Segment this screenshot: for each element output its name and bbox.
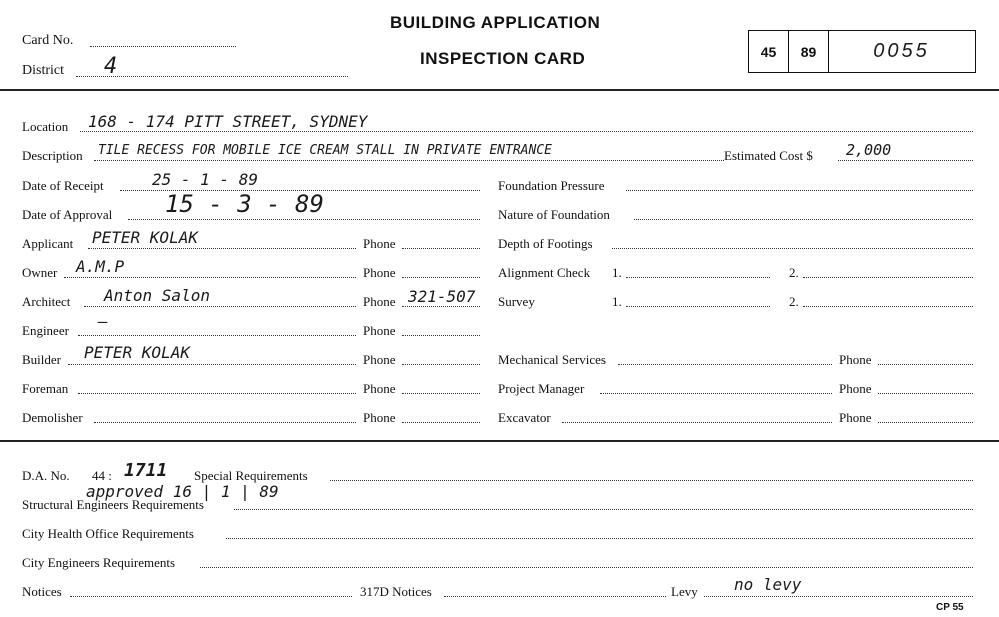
applicant-value: PETER KOLAK — [92, 228, 198, 247]
excavator-phone-line — [878, 422, 973, 423]
card-no-label: Card No. — [22, 33, 74, 48]
description-line — [94, 160, 724, 161]
architect-phone-label: Phone — [363, 294, 396, 309]
district-label: District — [22, 63, 64, 78]
project-manager-phone-line — [878, 393, 973, 394]
approved-note: approved 16 | 1 | 89 — [86, 482, 279, 501]
da-no-value: 1711 — [124, 460, 168, 481]
applicant-label: Applicant — [22, 236, 74, 251]
foundation-pressure-line — [626, 190, 973, 191]
date-approval-value: 15 - 3 - 89 — [165, 190, 324, 218]
levy-label: Levy — [671, 584, 698, 599]
date-receipt-label: Date of Receipt — [22, 178, 104, 193]
alignment-check-num-1: 1. — [612, 265, 622, 280]
structural-engineers-label: Structural Engineers Requirements — [22, 497, 204, 512]
date-receipt-value: 25 - 1 - 89 — [152, 170, 258, 189]
survey-num-2: 2. — [789, 294, 799, 309]
mechanical-services-phone-line — [878, 364, 973, 365]
foreman-line — [78, 393, 356, 394]
levy-line — [704, 596, 973, 597]
levy-value: no levy — [734, 575, 802, 594]
city-health-line — [226, 538, 973, 539]
city-health-label: City Health Office Requirements — [22, 526, 194, 541]
depth-footings-line — [612, 248, 973, 249]
architect-phone-value: 321-507 — [408, 287, 476, 306]
alignment-check-line-1 — [626, 277, 770, 278]
notices-label: Notices — [22, 584, 62, 599]
builder-phone-label: Phone — [363, 352, 396, 367]
owner-phone-line — [402, 277, 480, 278]
lower-divider — [0, 440, 999, 442]
date-approval-line — [128, 219, 480, 220]
engineer-value: – — [98, 312, 108, 331]
da-no-prefix: 44 : — [92, 468, 112, 483]
survey-label: Survey — [498, 294, 535, 309]
card-number-box — [748, 30, 976, 73]
special-requirements-line — [330, 480, 973, 481]
mechanical-services-phone-label: Phone — [839, 352, 872, 367]
location-label: Location — [22, 119, 69, 134]
builder-phone-line — [402, 364, 480, 365]
architect-line — [84, 306, 356, 307]
engineer-phone-label: Phone — [363, 323, 396, 338]
nature-foundation-label: Nature of Foundation — [498, 207, 610, 222]
card-number-cell-3: 0055 — [873, 40, 930, 62]
estimated-cost-line — [838, 160, 973, 161]
structural-engineers-line — [234, 509, 973, 510]
mechanical-services-line — [618, 364, 832, 365]
excavator-line — [562, 422, 832, 423]
engineer-phone-line — [402, 335, 480, 336]
survey-line-2 — [803, 306, 973, 307]
applicant-line — [88, 248, 356, 249]
city-engineers-label: City Engineers Requirements — [22, 555, 176, 570]
applicant-phone-label: Phone — [363, 236, 396, 251]
owner-line — [64, 277, 356, 278]
header-divider — [0, 89, 999, 91]
form-code: CP 55 — [936, 602, 964, 613]
excavator-label: Excavator — [498, 410, 551, 425]
project-manager-line — [600, 393, 832, 394]
engineer-line — [78, 335, 356, 336]
special-requirements-label: Special Requirements — [194, 468, 308, 483]
owner-label: Owner — [22, 265, 58, 280]
architect-phone-line — [402, 306, 480, 307]
depth-footings-label: Depth of Footings — [498, 236, 593, 251]
location-line — [80, 131, 973, 132]
builder-label: Builder — [22, 352, 61, 367]
form-title: BUILDING APPLICATION — [390, 13, 601, 32]
district-value: 4 — [104, 54, 118, 79]
alignment-check-label: Alignment Check — [498, 265, 591, 280]
owner-phone-label: Phone — [363, 265, 396, 280]
excavator-phone-label: Phone — [839, 410, 872, 425]
builder-line — [68, 364, 356, 365]
survey-line-1 — [626, 306, 770, 307]
engineer-label: Engineer — [22, 323, 69, 338]
owner-value: A.M.P — [76, 257, 125, 276]
estimated-cost-value: 2,000 — [846, 141, 892, 159]
notices-317d-label: 317D Notices — [360, 584, 432, 599]
survey-num-1: 1. — [612, 294, 622, 309]
date-approval-label: Date of Approval — [22, 207, 113, 222]
demolisher-phone-label: Phone — [363, 410, 396, 425]
da-no-label: D.A. No. — [22, 468, 70, 483]
notices-317d-line — [444, 596, 666, 597]
demolisher-line — [94, 422, 356, 423]
city-engineers-line — [200, 567, 973, 568]
alignment-check-num-2: 2. — [789, 265, 799, 280]
demolisher-label: Demolisher — [22, 410, 83, 425]
description-value: TILE RECESS FOR MOBILE ICE CREAM STALL IN PRIVATE ENTRANCE — [98, 143, 552, 158]
alignment-check-line-2 — [803, 277, 973, 278]
nature-foundation-line — [634, 219, 973, 220]
estimated-cost-label: Estimated Cost $ — [724, 148, 813, 163]
form-subtitle: INSPECTION CARD — [420, 49, 586, 68]
project-manager-phone-label: Phone — [839, 381, 872, 396]
foundation-pressure-label: Foundation Pressure — [498, 178, 605, 193]
architect-label: Architect — [22, 294, 71, 309]
demolisher-phone-line — [402, 422, 480, 423]
builder-value: PETER KOLAK — [84, 343, 190, 362]
location-value: 168 - 174 PITT STREET, SYDNEY — [88, 112, 368, 131]
mechanical-services-label: Mechanical Services — [498, 352, 606, 367]
foreman-phone-label: Phone — [363, 381, 396, 396]
card-number-cell-2: 89 — [789, 31, 829, 72]
foreman-phone-line — [402, 393, 480, 394]
foreman-label: Foreman — [22, 381, 69, 396]
applicant-phone-line — [402, 248, 480, 249]
notices-line — [70, 596, 352, 597]
project-manager-label: Project Manager — [498, 381, 585, 396]
card-number-cell-1: 45 — [749, 31, 789, 72]
description-label: Description — [22, 148, 83, 163]
card-no-line — [90, 46, 236, 47]
architect-value: Anton Salon — [104, 286, 210, 305]
